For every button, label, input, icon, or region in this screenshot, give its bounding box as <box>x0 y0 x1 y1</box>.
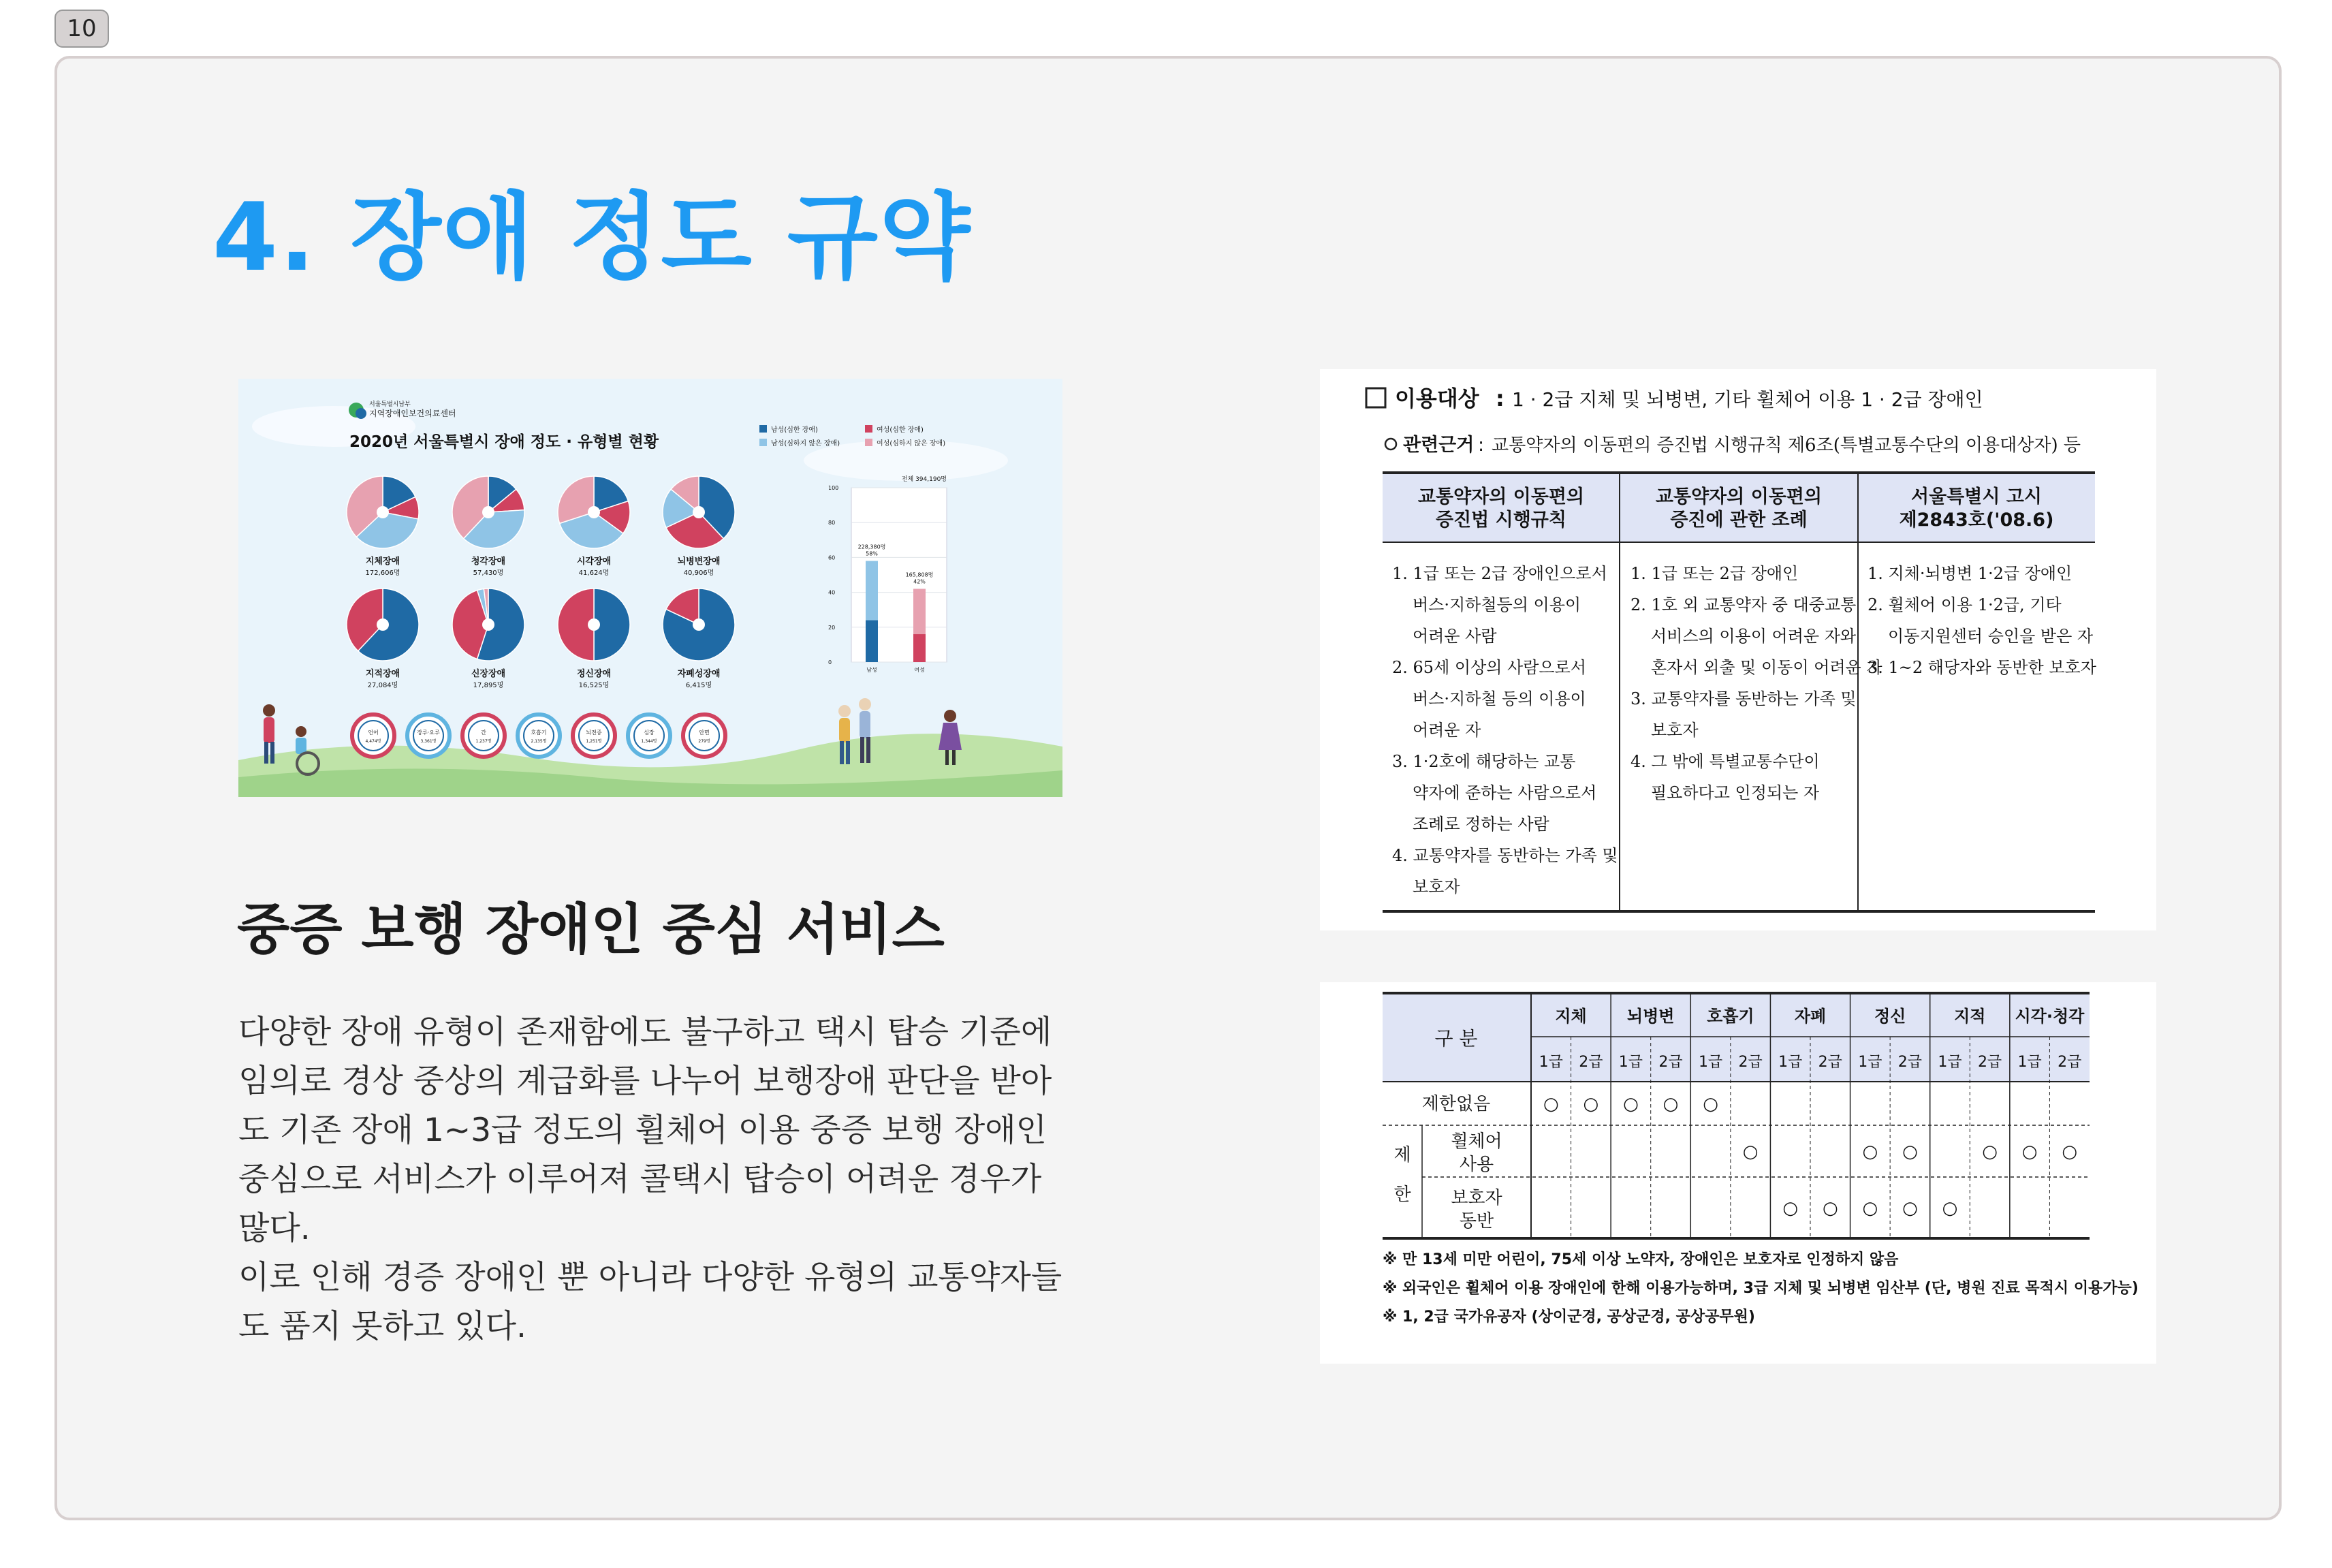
grade-header: 2급 <box>1977 1054 2002 1071</box>
donut-count: 57,430명 <box>473 569 504 577</box>
donut-label: 뇌병변장애 <box>677 556 721 567</box>
category-header: 호흡기 <box>1707 1007 1754 1026</box>
availability-mark: ○ <box>1902 1142 1918 1162</box>
small-type-label: 언어 <box>368 730 379 736</box>
bar-ytick: 0 <box>828 659 832 665</box>
bullet-circle-icon <box>1385 439 1396 450</box>
infographic-title: 2020년 서울특별시 장애 정도 · 유형별 현황 <box>349 433 659 451</box>
small-type-label: 심장 <box>644 730 655 736</box>
svg-text::: : <box>1496 386 1504 411</box>
column-header: 증진에 관한 조례 <box>1670 509 1808 531</box>
column-header: 교통약자의 이동편의 <box>1417 486 1585 507</box>
grade-header: 2급 <box>1658 1054 1683 1071</box>
criteria-line: 2. 휠체어 이용 1·2급, 기타 <box>1868 595 2062 614</box>
donut-label: 정신장애 <box>576 669 612 679</box>
bar-value-label: 165,808명 <box>905 571 934 578</box>
footnote: ※ 외국인은 휠체어 이용 장애인에 한해 이용가능하며, 3급 지체 및 뇌병변 임산부 (단, 병원 진료 목적시 이용가능) <box>1383 1280 2139 1297</box>
donut-count: 16,525명 <box>578 682 610 689</box>
availability-mark: ○ <box>1663 1094 1679 1114</box>
availability-mark: ○ <box>1862 1198 1878 1219</box>
grade-header: 1급 <box>1618 1054 1643 1071</box>
bar-ytick: 60 <box>828 554 836 561</box>
criteria-line: 2. 65세 이상의 사람으로서 <box>1392 658 1586 677</box>
basis-text: 교통약자의 이동편의 증진법 시행규칙 제6조(특별교통수단의 이용대상자) 등 <box>1492 435 2081 456</box>
criteria-line: 어려운 자 <box>1413 721 1481 740</box>
grade-header: 1급 <box>1539 1054 1563 1071</box>
donut-hole <box>588 618 600 631</box>
donut-count: 172,606명 <box>365 569 400 577</box>
row-label: 사용 <box>1459 1155 1494 1175</box>
disability-statistics-infographic <box>238 379 1062 797</box>
donut-hole <box>693 506 705 518</box>
small-type-count: 3,361명 <box>420 739 437 744</box>
grade-header: 2급 <box>1897 1054 1923 1071</box>
donut-hole <box>377 618 389 631</box>
legend-female-severe: 여성(심한 장애) <box>877 426 924 434</box>
bar-pct-label: 58% <box>866 550 878 557</box>
donut-count: 40,906명 <box>683 569 714 577</box>
criteria-line: 보호자 <box>1413 877 1460 896</box>
criteria-line: 4. 교통약자를 동반하는 가족 및 <box>1392 846 1618 865</box>
restriction-group-label: 제 <box>1393 1145 1411 1165</box>
donut-label: 지체장애 <box>365 556 400 567</box>
page-title: 4. 장애 정도 규약 <box>212 183 972 292</box>
bar-mild-segment <box>913 589 926 634</box>
bar-category-label: 여성 <box>914 667 925 673</box>
donut-hole <box>588 506 600 518</box>
donut-count: 6,415명 <box>685 682 712 689</box>
criteria-line: 2. 1호 외 교통약자 중 대중교통 <box>1630 595 1857 614</box>
small-type-count: 279명 <box>698 739 710 744</box>
body-paragraph: 다양한 장애 유형이 존재함에도 불구하고 택시 탑승 기준에 임의로 경상 중상의 계급화를 나누어 보행장애 판단을 받아도 기존 장애 1~3급 정도의 휠체어 이용 중증 보행 장애인 중심으로 서비스가 이루어져 콜택시 탑승이 어려운 경우가 많다. <box>238 1014 1052 1247</box>
donut-label: 시각장애 <box>576 556 612 567</box>
category-header: 자폐 <box>1794 1007 1827 1026</box>
small-type-circle <box>352 715 394 757</box>
donut-hole <box>377 506 389 518</box>
availability-mark: ○ <box>1862 1142 1878 1162</box>
small-type-circle <box>518 715 560 757</box>
criteria-line: 1. 지체·뇌병변 1·2급 장애인 <box>1868 564 2073 583</box>
criteria-line: 보호자 <box>1651 721 1699 740</box>
bar-mild-segment <box>866 561 878 621</box>
donut-count: 41,624명 <box>578 569 610 577</box>
availability-mark: ○ <box>1982 1142 1998 1162</box>
donut-label: 신장장애 <box>471 669 506 679</box>
availability-mark: ○ <box>1703 1094 1718 1114</box>
grade-header: 2급 <box>2058 1054 2082 1071</box>
bar-severe-segment <box>913 634 926 662</box>
column-header: 서울특별시 고시 <box>1911 486 2042 507</box>
legend-male-mild: 남성(심하지 않은 장애) <box>771 440 840 448</box>
availability-mark: ○ <box>1742 1142 1759 1162</box>
criteria-line: 조례로 정하는 사람 <box>1413 815 1549 834</box>
eligibility-heading-label: 이용대상 <box>1395 386 1479 411</box>
criteria-line: 3. 1~2 해당자와 동반한 보호자 <box>1868 658 2096 677</box>
criteria-line: 약자에 준하는 사람으로서 <box>1413 783 1597 802</box>
bar-ytick: 80 <box>828 520 836 527</box>
bar-ytick: 40 <box>828 589 836 596</box>
row-label: 휠체어 <box>1451 1131 1502 1152</box>
small-type-circle <box>573 715 615 757</box>
criteria-line: 1. 1급 또는 2급 장애인으로서 <box>1392 564 1607 583</box>
donut-hole <box>482 618 494 631</box>
category-header: 뇌병변 <box>1626 1007 1675 1026</box>
small-type-label: 장루·요루 <box>417 730 440 736</box>
checkbox-square-icon <box>1366 388 1385 407</box>
section-subheading: 중증 보행 장애인 중심 서비스 <box>237 898 945 961</box>
donut-hole <box>693 618 705 631</box>
criteria-line: 1. 1급 또는 2급 장애인 <box>1630 564 1799 583</box>
legend-female-mild: 여성(심하지 않은 장애) <box>877 440 946 448</box>
grade-restriction-panel <box>1320 982 2156 1364</box>
criteria-line: 버스·지하철등의 이용이 <box>1413 595 1581 614</box>
column-header: 교통약자의 이동편의 <box>1655 486 1823 507</box>
footnote: ※ 만 13세 미만 어린이, 75세 이상 노약자, 장애인은 보호자로 인정하지 않음 <box>1383 1251 1899 1268</box>
footnote: ※ 1, 2급 국가유공자 (상이군경, 공상군경, 공상공무원) <box>1383 1308 1755 1326</box>
bar-ytick: 20 <box>828 624 836 631</box>
small-type-circle <box>628 715 670 757</box>
criteria-line: 혼자서 외출 및 이동이 어려운 자 <box>1651 658 1882 677</box>
donut-count: 17,895명 <box>473 682 504 689</box>
grade-header: 2급 <box>1818 1054 1842 1071</box>
availability-mark: ○ <box>1623 1094 1639 1114</box>
category-header: 지적 <box>1954 1007 1986 1026</box>
availability-mark: ○ <box>1942 1198 1958 1219</box>
org-small-text: 서울특별시남부 <box>369 401 411 408</box>
grade-header: 1급 <box>1858 1054 1882 1071</box>
availability-mark: ○ <box>1543 1094 1559 1114</box>
criteria-line: 3. 1·2호에 해당하는 교통 <box>1392 752 1576 771</box>
legend-male-severe: 남성(심한 장애) <box>771 426 818 434</box>
availability-mark: ○ <box>2062 1142 2078 1162</box>
row-label: 동반 <box>1459 1211 1494 1232</box>
small-type-count: 2,135명 <box>531 739 547 744</box>
category-header: 지체 <box>1555 1007 1587 1026</box>
grade-header: 1급 <box>1698 1054 1723 1071</box>
small-type-circle <box>462 715 505 757</box>
availability-mark: ○ <box>1782 1198 1799 1219</box>
bar-value-label: 228,380명 <box>857 544 886 550</box>
category-header: 시각·청각 <box>2015 1007 2085 1026</box>
bar-category-label: 남성 <box>866 667 877 673</box>
availability-mark: ○ <box>1902 1198 1918 1219</box>
svg-text::: : <box>1478 435 1485 456</box>
small-type-label: 간 <box>481 730 486 736</box>
column-header: 제2843호('08.6) <box>1899 509 2054 531</box>
availability-mark: ○ <box>2021 1142 2038 1162</box>
restriction-group-label: 한 <box>1393 1185 1411 1205</box>
small-type-count: 1,251명 <box>586 739 602 744</box>
donut-count: 27,084명 <box>367 682 398 689</box>
small-type-count: 1,344명 <box>641 739 657 744</box>
page-number: 10 <box>54 10 109 48</box>
small-type-circle <box>407 715 450 757</box>
basis-label: 관련근거 <box>1403 435 1475 456</box>
donut-label: 청각장애 <box>471 556 506 567</box>
donut-label: 자폐성장애 <box>677 669 721 679</box>
grade-header: 2급 <box>1579 1054 1603 1071</box>
row-label: 제한없음 <box>1421 1094 1491 1114</box>
availability-mark: ○ <box>1583 1094 1599 1114</box>
criteria-line: 서비스의 이용이 어려운 자와 <box>1651 627 1857 646</box>
criteria-line: 이동지원센터 승인을 받은 자 <box>1888 627 2094 646</box>
donut-label: 지적장애 <box>365 669 400 679</box>
eligibility-panel <box>1320 369 2156 930</box>
small-type-count: 1,237명 <box>475 739 492 744</box>
eligibility-heading-text: 1 · 2급 지체 및 뇌병변, 기타 휠체어 이용 1 · 2급 장애인 <box>1512 388 1983 411</box>
grade-header: 1급 <box>2017 1054 2042 1071</box>
small-type-label: 호흡기 <box>531 730 547 736</box>
body-text <box>238 1008 1076 1351</box>
grade-header: 1급 <box>1938 1054 1962 1071</box>
availability-mark: ○ <box>1822 1198 1838 1219</box>
criteria-line: 필요하다고 인정되는 자 <box>1651 783 1820 802</box>
bar-severe-segment <box>866 621 878 662</box>
bar-ytick: 100 <box>828 485 839 491</box>
criteria-line: 3. 교통약자를 동반하는 가족 및 <box>1630 689 1857 708</box>
grade-header: 1급 <box>1778 1054 1803 1071</box>
org-name-text: 지역장애인보건의료센터 <box>369 409 456 418</box>
small-type-circle <box>683 715 725 757</box>
column-header: 증진법 시행규칙 <box>1436 509 1566 531</box>
row-label: 보호자 <box>1451 1188 1502 1208</box>
grade-header: 2급 <box>1738 1054 1763 1071</box>
eligibility-column <box>1392 486 1618 896</box>
small-type-label: 안면 <box>699 730 710 736</box>
donut-hole <box>482 506 494 518</box>
small-type-count: 4,474명 <box>365 739 381 744</box>
body-paragraph: 이로 인해 경증 장애인 뿐 아니라 다양한 유형의 교통약자들도 품지 못하고 있다. <box>238 1259 1062 1345</box>
category-header: 정신 <box>1874 1007 1906 1026</box>
matrix-corner-label: 구 분 <box>1434 1027 1478 1050</box>
criteria-line: 4. 그 밖에 특별교통수단이 <box>1630 752 1820 771</box>
small-type-label: 뇌전증 <box>586 730 602 736</box>
bar-pct-label: 42% <box>913 578 926 585</box>
criteria-line: 버스·지하철 등의 이용이 <box>1413 689 1586 708</box>
criteria-line: 어려운 사람 <box>1413 627 1497 646</box>
bar-total-label: 전체 394,190명 <box>901 476 947 483</box>
